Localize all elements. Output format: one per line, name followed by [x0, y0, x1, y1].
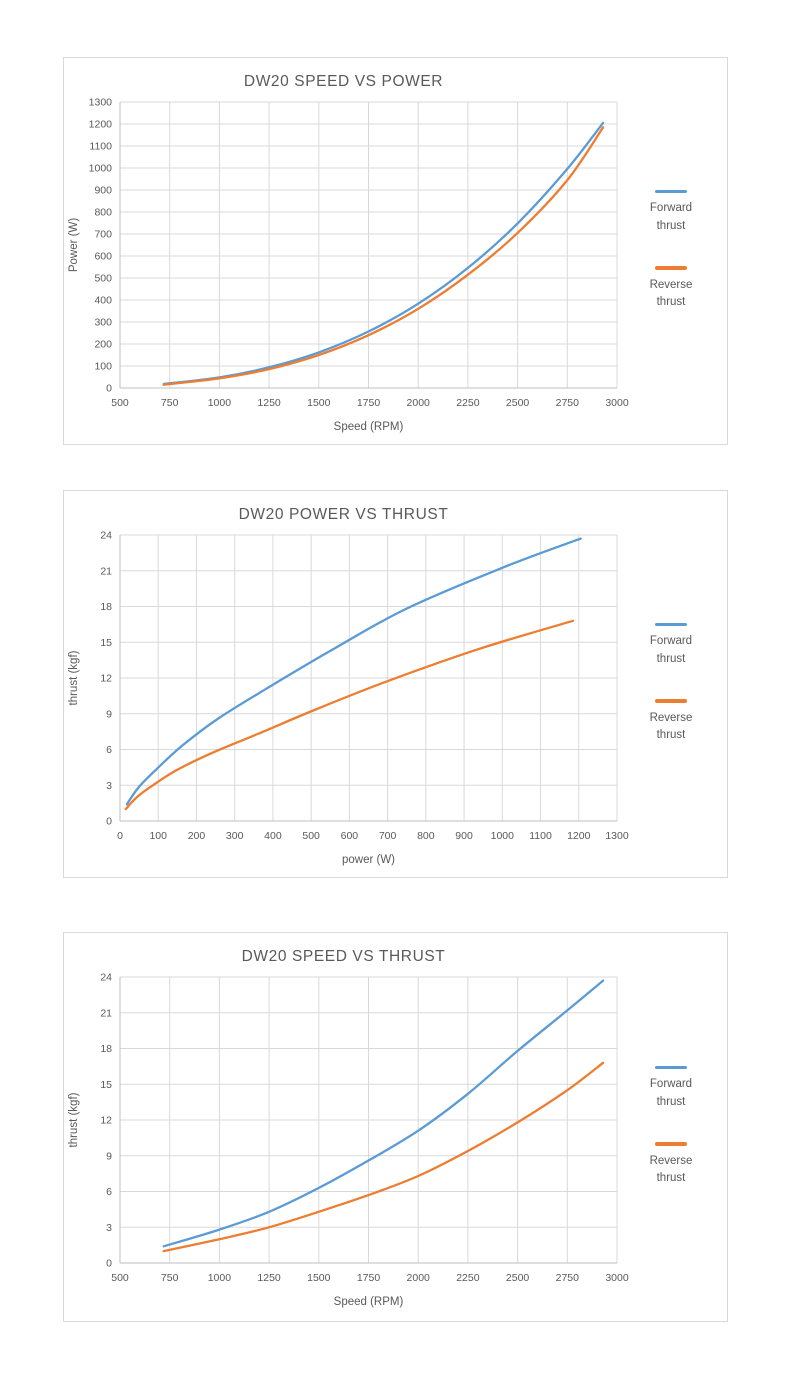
forward-thrust-line	[127, 539, 581, 805]
y-tick-label: 100	[94, 360, 112, 373]
x-axis-title: power (W)	[341, 854, 396, 866]
legend-item-reverse-thrust	[643, 266, 699, 312]
x-tick-label: 800	[417, 830, 435, 842]
x-tick-label: 2000	[406, 397, 430, 409]
forward-thrust-line	[164, 981, 603, 1247]
forward-thrust-swatch-icon	[655, 1066, 687, 1070]
x-tick-label: 3000	[605, 397, 629, 409]
y-tick-label: 0	[106, 815, 112, 828]
x-tick-label: 1000	[207, 397, 232, 409]
x-tick-label: 2750	[555, 397, 579, 409]
x-tick-label: 500	[111, 397, 129, 409]
x-tick-label: 1500	[307, 1272, 331, 1284]
reverse-thrust-line	[164, 1063, 603, 1251]
x-tick-label: 200	[187, 830, 206, 842]
legend-label: Forward thrust	[649, 635, 693, 666]
x-tick-label: 700	[378, 830, 397, 842]
y-tick-label: 24	[100, 529, 112, 542]
x-tick-label: 2000	[406, 1272, 430, 1284]
forward-thrust-swatch-icon	[655, 190, 687, 194]
y-tick-label: 0	[106, 1257, 112, 1270]
legend-label: Forward thrust	[649, 1078, 693, 1109]
x-axis-title: Speed (RPM)	[333, 1296, 404, 1308]
x-tick-label: 1250	[257, 1272, 281, 1284]
legend	[623, 491, 727, 877]
legend	[623, 58, 727, 444]
x-tick-label: 3000	[605, 1272, 629, 1284]
y-tick-label: 18	[100, 1043, 112, 1055]
x-tick-label: 1100	[529, 830, 552, 842]
x-tick-label: 1500	[307, 397, 331, 409]
reverse-thrust-swatch-icon	[655, 266, 687, 270]
x-tick-label: 1750	[356, 397, 381, 409]
y-tick-label: 18	[100, 601, 112, 613]
y-tick-label: 200	[94, 338, 112, 351]
x-tick-label: 900	[455, 830, 473, 842]
speed-vs-thrust-line-chart	[64, 969, 631, 1313]
speed-vs-power-line-chart	[64, 94, 631, 438]
y-tick-label: 6	[106, 1186, 112, 1198]
reverse-thrust-swatch-icon	[655, 699, 687, 703]
x-tick-label: 1250	[257, 397, 281, 409]
x-tick-label: 2500	[505, 1272, 530, 1284]
legend-item-forward-thrust	[643, 623, 699, 669]
x-tick-label: 750	[160, 397, 179, 409]
y-tick-label: 15	[100, 1078, 112, 1091]
y-tick-label: 21	[100, 565, 112, 578]
y-axis-title: Power (W)	[68, 217, 80, 273]
x-tick-label: 1300	[605, 830, 629, 842]
x-tick-label: 500	[302, 830, 320, 842]
y-tick-label: 6	[106, 744, 112, 756]
chart-title: DW20 POWER VS THRUST	[238, 506, 449, 523]
x-axis-title: Speed (RPM)	[333, 421, 404, 433]
x-tick-label: 400	[264, 830, 282, 842]
y-axis-title: thrust (kgf)	[68, 1092, 80, 1148]
legend-item-reverse-thrust	[643, 699, 699, 745]
chart-card-power-vs-thrust	[63, 490, 728, 878]
x-tick-label: 2250	[456, 1272, 480, 1284]
chart-card-speed-vs-thrust	[63, 932, 728, 1322]
x-tick-label: 750	[160, 1272, 179, 1284]
legend-label: Reverse thrust	[649, 1154, 693, 1185]
y-tick-label: 500	[94, 272, 112, 285]
forward-thrust-line	[164, 123, 603, 384]
y-tick-label: 800	[94, 206, 112, 219]
x-tick-label: 100	[149, 830, 167, 842]
y-tick-label: 900	[94, 184, 112, 197]
y-tick-label: 12	[100, 672, 112, 685]
chart-title: DW20 SPEED VS THRUST	[241, 948, 446, 965]
y-axis-title: thrust (kgf)	[68, 650, 80, 706]
y-tick-label: 1200	[88, 118, 112, 131]
y-tick-label: 400	[94, 294, 112, 307]
x-tick-label: 300	[225, 830, 244, 842]
legend-label: Reverse thrust	[649, 711, 693, 742]
power-vs-thrust-line-chart	[64, 527, 631, 871]
reverse-thrust-swatch-icon	[655, 1142, 687, 1146]
x-tick-label: 1200	[567, 830, 591, 842]
legend-label: Reverse thrust	[649, 278, 693, 309]
chart-area-speed-vs-power	[64, 58, 629, 444]
chart-card-speed-vs-power	[63, 57, 728, 445]
y-tick-label: 1300	[88, 96, 112, 109]
y-tick-label: 15	[100, 636, 112, 649]
legend-item-forward-thrust	[643, 190, 699, 236]
chart-area-speed-vs-thrust	[64, 933, 629, 1321]
y-tick-label: 1100	[89, 140, 112, 153]
x-tick-label: 1000	[207, 1272, 232, 1284]
forward-thrust-swatch-icon	[655, 623, 687, 627]
chart-title: DW20 SPEED VS POWER	[243, 73, 444, 90]
y-tick-label: 1000	[88, 162, 112, 175]
y-tick-label: 3	[106, 779, 112, 792]
x-tick-label: 1750	[356, 1272, 381, 1284]
y-tick-label: 21	[100, 1007, 112, 1020]
legend	[623, 933, 727, 1321]
x-tick-label: 2250	[456, 397, 480, 409]
x-tick-label: 600	[340, 830, 359, 842]
x-tick-label: 0	[117, 830, 123, 842]
x-tick-label: 2750	[555, 1272, 579, 1284]
x-tick-label: 2500	[505, 397, 530, 409]
legend-item-forward-thrust	[643, 1066, 699, 1112]
y-tick-label: 9	[106, 708, 112, 721]
y-tick-label: 3	[106, 1221, 112, 1234]
y-tick-label: 700	[94, 228, 112, 241]
y-tick-label: 9	[106, 1150, 112, 1163]
x-tick-label: 500	[111, 1272, 129, 1284]
y-tick-label: 600	[94, 250, 112, 263]
chart-area-power-vs-thrust	[64, 491, 629, 877]
y-tick-label: 12	[100, 1114, 112, 1127]
legend-label: Forward thrust	[649, 202, 693, 233]
legend-item-reverse-thrust	[643, 1142, 699, 1188]
x-tick-label: 1000	[490, 830, 514, 842]
y-tick-label: 300	[94, 316, 112, 329]
y-tick-label: 0	[106, 382, 112, 395]
y-tick-label: 24	[100, 971, 112, 984]
